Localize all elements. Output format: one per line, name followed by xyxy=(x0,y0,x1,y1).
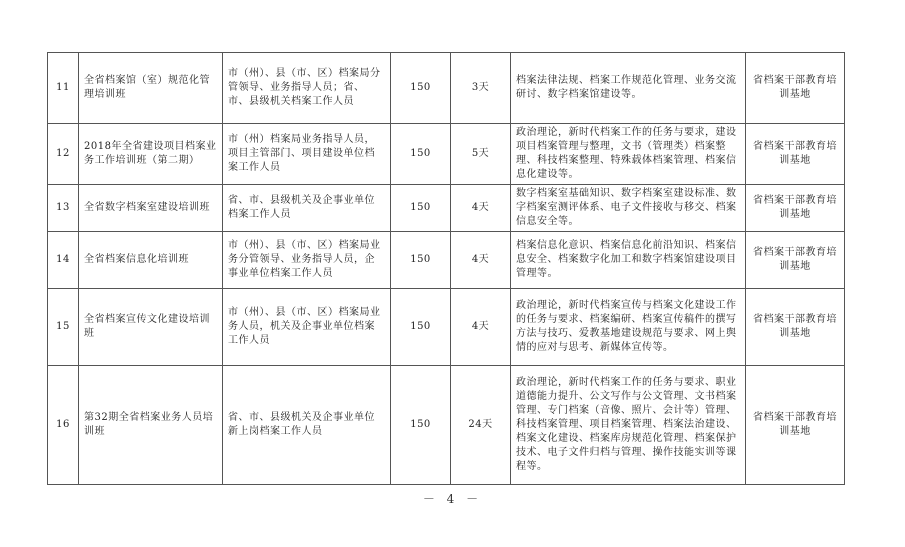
participant-count: 150 xyxy=(391,289,451,366)
course-name: 2018年全省建设项目档案业务工作培训班（第二期） xyxy=(79,124,223,185)
row-number: 16 xyxy=(48,366,79,485)
table-row xyxy=(48,366,845,485)
table-row xyxy=(48,124,845,185)
course-name: 全省档案馆（室）规范化管理培训班 xyxy=(79,53,223,124)
participant-count: 150 xyxy=(391,232,451,289)
row-number: 11 xyxy=(48,53,79,124)
organizer: 省档案干部教育培训基地 xyxy=(746,366,845,485)
row-number: 14 xyxy=(48,232,79,289)
participant-count: 150 xyxy=(391,366,451,485)
training-schedule-table xyxy=(47,52,845,485)
course-content: 数字档案室基础知识、数字档案室建设标准、数字档案室测评体系、电子文件接收与移交、档案信息安全等。 xyxy=(511,185,746,232)
table-row xyxy=(48,53,845,124)
table-body xyxy=(48,53,845,485)
participants: 市（州）、县（市、区）档案局业务人员，机关及企事业单位档案工作人员 xyxy=(223,289,391,366)
duration: 4天 xyxy=(451,289,511,366)
organizer: 省档案干部教育培训基地 xyxy=(746,289,845,366)
table-row xyxy=(48,289,845,366)
participants: 省、市、县级机关及企事业单位新上岗档案工作人员 xyxy=(223,366,391,485)
participant-count: 150 xyxy=(391,53,451,124)
course-name: 第32期全省档案业务人员培训班 xyxy=(79,366,223,485)
row-number: 13 xyxy=(48,185,79,232)
page-number: － 4 － xyxy=(422,492,483,506)
course-content: 政治理论，新时代档案宣传与档案文化建设工作的任务与要求、档案编研、档案宣传稿件的撰写方法与技巧、爱教基地建设规范与要求、网上舆情的应对与思考、新媒体宣传等。 xyxy=(511,289,746,366)
course-content: 档案法律法规、档案工作规范化管理、业务交流研讨、数字档案馆建设等。 xyxy=(511,53,746,124)
row-number: 15 xyxy=(48,289,79,366)
duration: 4天 xyxy=(451,185,511,232)
organizer: 省档案干部教育培训基地 xyxy=(746,232,845,289)
row-number: 12 xyxy=(48,124,79,185)
duration: 24天 xyxy=(451,366,511,485)
course-content: 政治理论，新时代档案工作的任务与要求，建设项目档案管理与整理，文书（管理类）档案整理、科技档案整理、特殊载体档案管理、档案信息化建设等。 xyxy=(511,124,746,185)
duration: 5天 xyxy=(451,124,511,185)
duration: 3天 xyxy=(451,53,511,124)
course-name: 全省档案宣传文化建设培训班 xyxy=(79,289,223,366)
organizer: 省档案干部教育培训基地 xyxy=(746,124,845,185)
participant-count: 150 xyxy=(391,124,451,185)
participant-count: 150 xyxy=(391,185,451,232)
course-content: 档案信息化意识、档案信息化前沿知识、档案信息安全、档案数字化加工和数字档案馆建设项目管理等。 xyxy=(511,232,746,289)
course-name: 全省档案信息化培训班 xyxy=(79,232,223,289)
duration: 4天 xyxy=(451,232,511,289)
participants: 市（州）档案局业务指导人员，项目主管部门、项目建设单位档案工作人员 xyxy=(223,124,391,185)
participants: 市（州）、县（市、区）档案局业务分管领导、业务指导人员，企事业单位档案工作人员 xyxy=(223,232,391,289)
organizer: 省档案干部教育培训基地 xyxy=(746,185,845,232)
course-content: 政治理论，新时代档案工作的任务与要求、职业道德能力提升、公文写作与公文管理、文书档案管理、专门档案（音像、照片、会计等）管理、科技档案管理、项目档案管理、档案法治建设、档案文化建设、档案库房规范化管理、档案保护技术、电子文件归档与管理、操作技能实训等课程等。 xyxy=(511,366,746,485)
participants: 省、市、县级机关及企事业单位档案工作人员 xyxy=(223,185,391,232)
table-row xyxy=(48,185,845,232)
course-name: 全省数字档案室建设培训班 xyxy=(79,185,223,232)
participants: 市（州）、县（市、区）档案局分管领导、业务指导人员；省、市、县级机关档案工作人员 xyxy=(223,53,391,124)
table-row xyxy=(48,232,845,289)
organizer: 省档案干部教育培训基地 xyxy=(746,53,845,124)
